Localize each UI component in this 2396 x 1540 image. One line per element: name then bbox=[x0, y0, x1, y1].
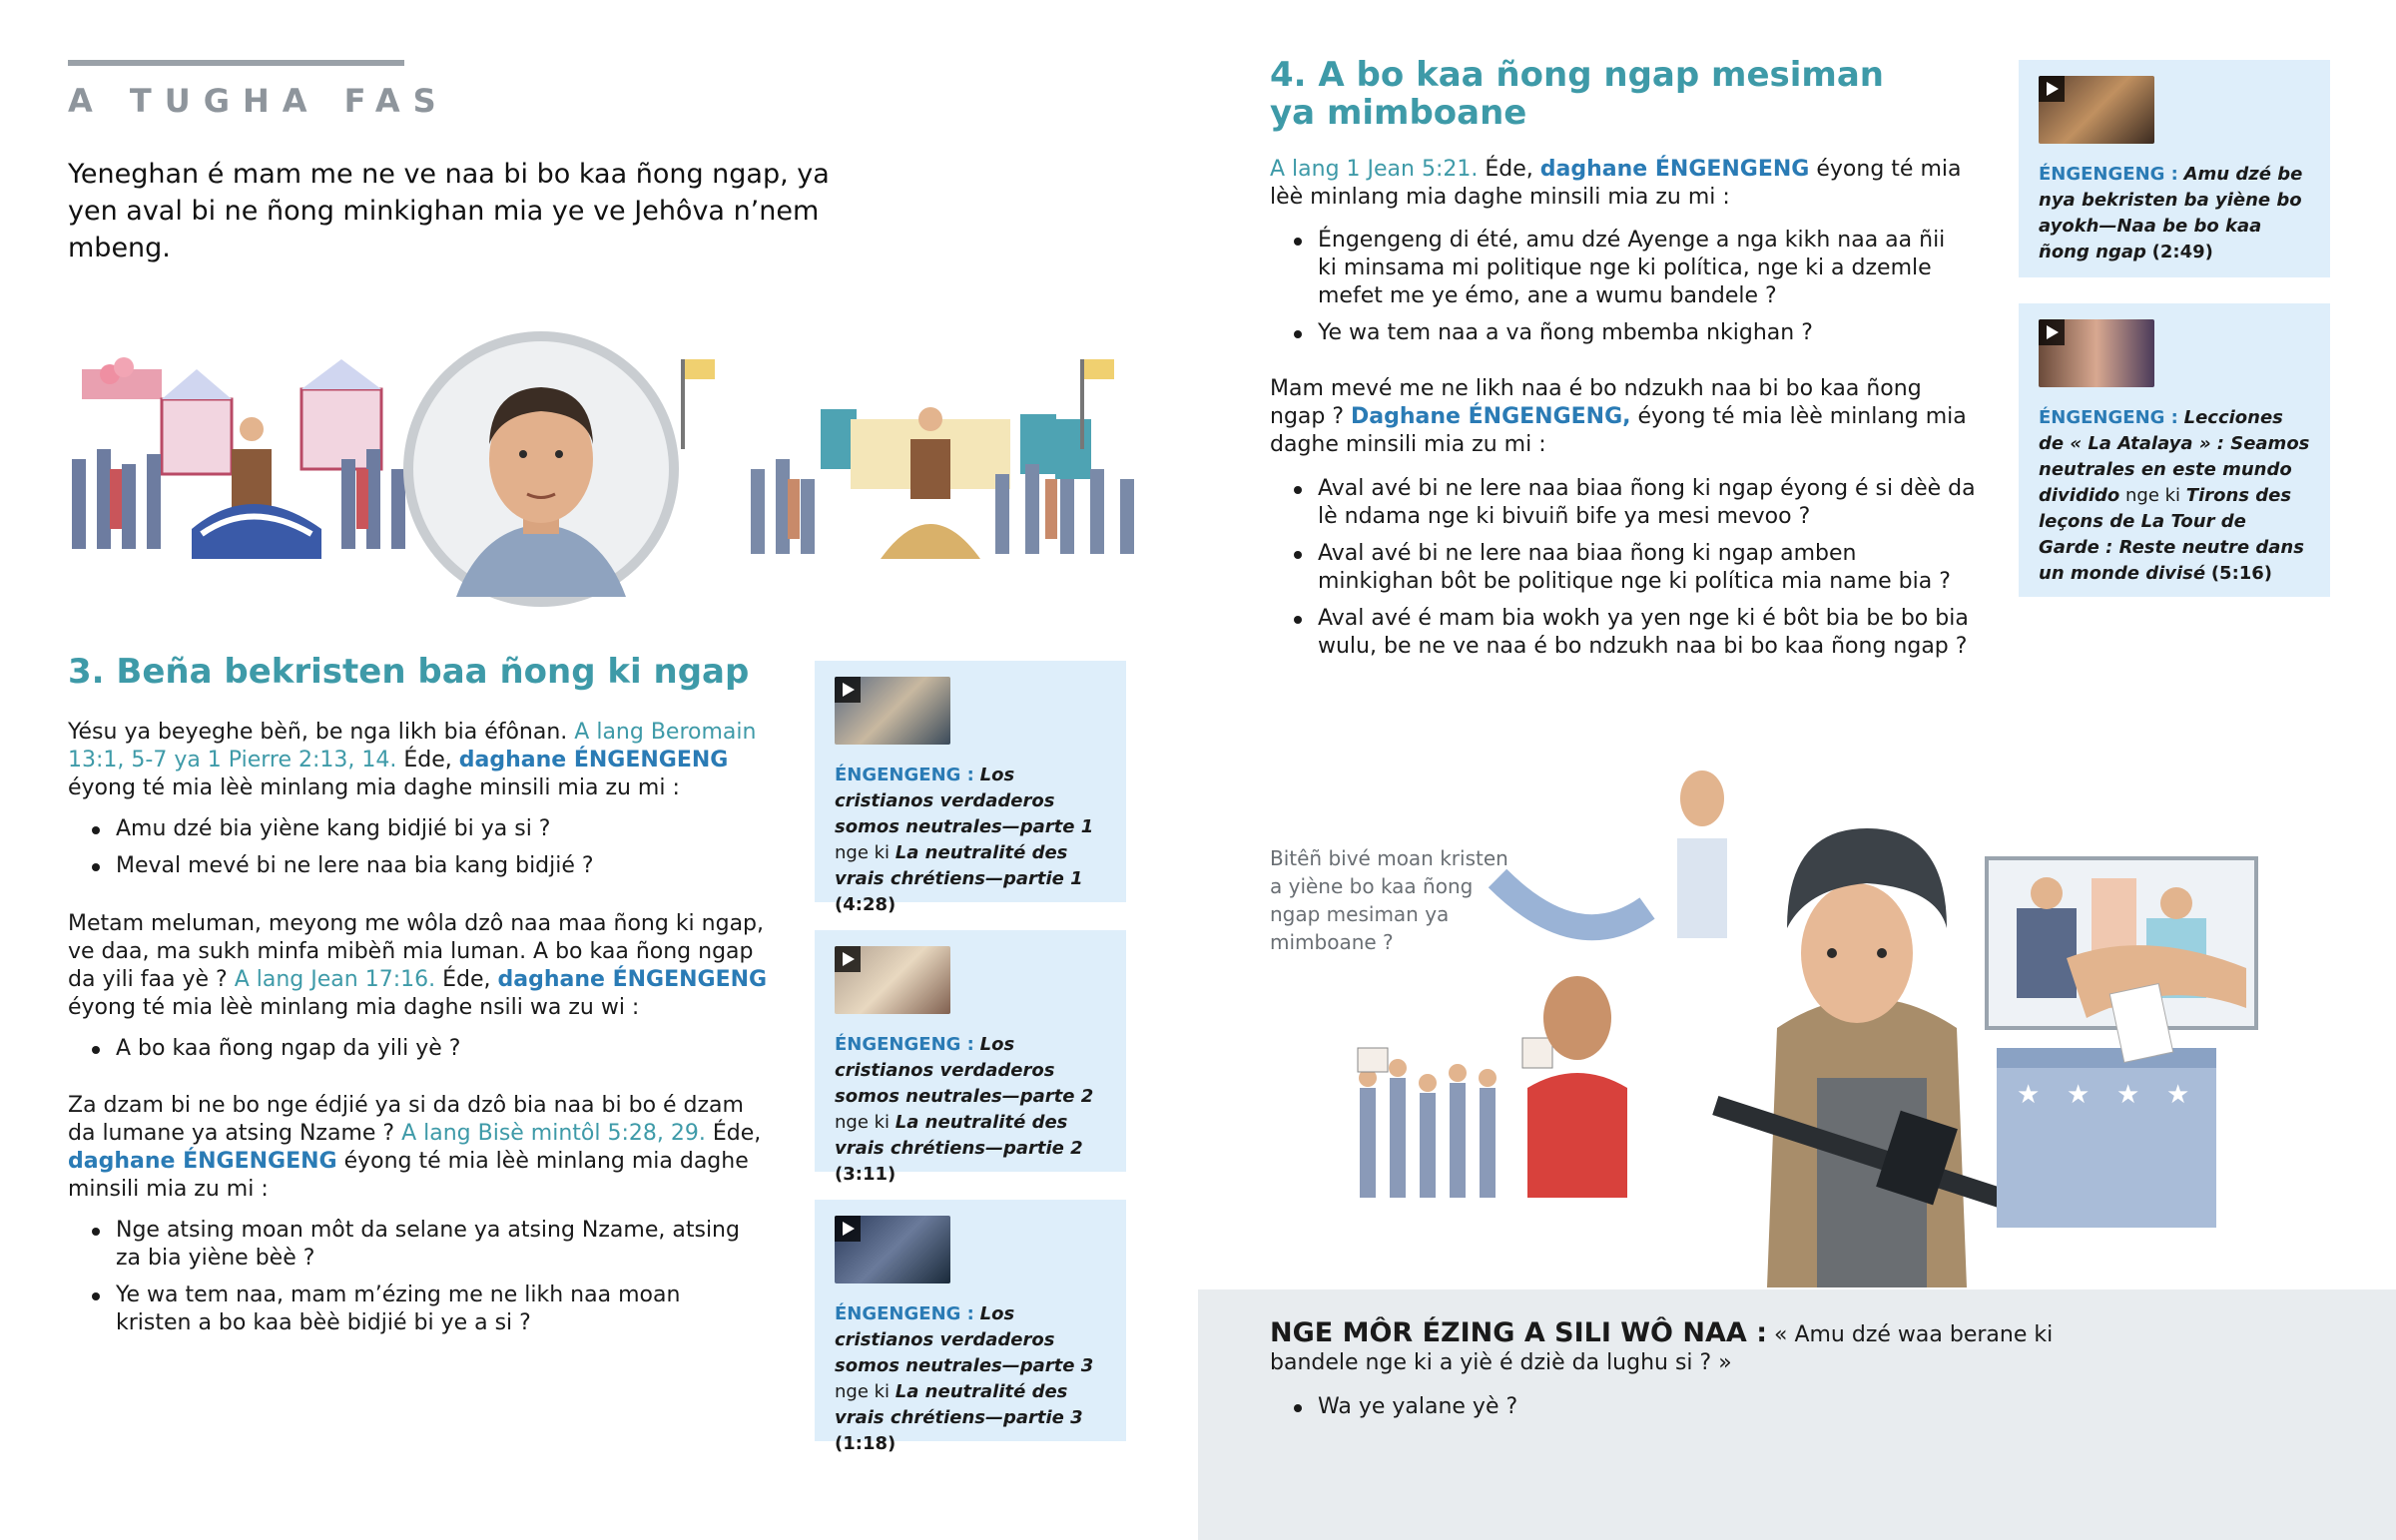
rally-crowd-icon bbox=[62, 329, 1150, 609]
scripture-ref[interactable]: A lang Beromain 13:1, 5-7 ya 1 Pierre 2:13, 14. bbox=[68, 720, 757, 772]
list-item: Éngengeng di été, amu dzé Ayenge a nga kikh naa aa ñii ki minsama mi politique nge ki política, nge ki a dzemle mefet me ye émo, ane a wumu bandele ? bbox=[1270, 227, 1949, 310]
section-3-paragraph-1: Yésu ya beyeghe bèñ, be nga likh bia éfônan. A lang Beromain 13:1, 5-7 ya 1 Pierre 2:13, 14. Éde, daghane ÉNGENGENG éyong té mia lèè minlang mia daghe minsili mia zu mi : bbox=[68, 720, 757, 800]
video-box-2[interactable] bbox=[815, 930, 1126, 1185]
video-link[interactable]: daghane ÉNGENGENG bbox=[1539, 157, 1810, 182]
video-box-5[interactable] bbox=[2019, 303, 2330, 597]
video-link[interactable]: daghane ÉNGENGENG bbox=[458, 748, 729, 772]
play-icon[interactable] bbox=[835, 1216, 861, 1242]
list-item: Aval avé bi ne lere naa biaa ñong ki ngap amben minkighan bôt be politique nge ki política mia name bia ? bbox=[1270, 540, 1979, 596]
video-caption: ÉNGENGENG : Los cristianos verdaderos somos neutrales—parte 1 nge ki La neutralité des vrais chrétiens—partie 1 (4:28) bbox=[835, 765, 1094, 915]
video-caption: ÉNGENGENG : Los cristianos verdaderos somos neutrales—parte 2 nge ki La neutralité des vrais chrétiens—partie 2 (3:11) bbox=[835, 1034, 1094, 1185]
person-portrait-icon bbox=[403, 331, 679, 607]
video-link[interactable]: Daghane ÉNGENGENG, bbox=[1351, 404, 1631, 429]
video-thumbnail[interactable] bbox=[2039, 319, 2154, 387]
svg-text:★: ★ bbox=[2067, 1080, 2091, 1110]
section-3-paragraph-3: Za dzam bi ne bo nge édjié ya si da dzô bia naa bi bo é dzam da lumane ya atsing Nzame ? A lang Bisè mintôl 5:28, 29. Éde, daghane ÉNGENGENG éyong té mia lèè minlang mia daghe minsili mia zu mi : bbox=[68, 1093, 762, 1202]
intro-text: Yeneghan é mam me ne ve naa bi bo kaa ñong ngap, ya yen aval bi ne ñong minkighan mia ye ve Jehôva n’nem mbeng. bbox=[68, 159, 830, 263]
section-3-questions-2 bbox=[68, 1035, 777, 1072]
section-3-questions-3 bbox=[68, 1217, 747, 1346]
video-link[interactable]: daghane ÉNGENGENG bbox=[68, 1149, 337, 1174]
list-item: Aval avé é mam bia wokh ya yen nge ki é bôt bia be bo bia wulu, be ne ve naa é bo ndzukh naa bi bo kaa ñong ngap ? bbox=[1270, 605, 1979, 661]
section-4-paragraph-1: A lang 1 Jean 5:21. Éde, daghane ÉNGENGENG éyong té mia lèè minlang mia daghe minsili mia zu mi : bbox=[1270, 157, 1962, 210]
play-icon[interactable] bbox=[2039, 76, 2065, 102]
video-caption: ÉNGENGENG : Los cristianos verdaderos somos neutrales—parte 3 nge ki La neutralité des vrais chrétiens—partie 3 (1:18) bbox=[835, 1303, 1094, 1454]
list-item: Ye wa tem naa a va ñong mbemba nkighan ? bbox=[1270, 319, 1949, 347]
video-box-1[interactable] bbox=[815, 661, 1126, 915]
list-item: Meval mevé bi ne lere naa bia kang bidjié ? bbox=[68, 852, 777, 880]
rally-illustration bbox=[62, 329, 1150, 609]
reflection-footer bbox=[1198, 1289, 2396, 1540]
video-thumbnail[interactable] bbox=[2039, 76, 2154, 144]
list-item: Amu dzé bia yiène kang bidjié bi ya si ? bbox=[68, 815, 777, 843]
list-item: A bo kaa ñong ngap da yili yè ? bbox=[68, 1035, 777, 1063]
video-box-3[interactable] bbox=[815, 1200, 1126, 1454]
scripture-ref[interactable]: A lang Jean 17:16. bbox=[234, 967, 436, 992]
video-caption: ÉNGENGENG : Amu dzé be nya bekristen ba yiène bo ayokh—Naa be bo kaa ñong ngap (2:49) bbox=[2039, 164, 2303, 262]
video-thumbnail[interactable] bbox=[835, 677, 950, 745]
footer-question: NGE MÔR ÉZING A SILI WÔ NAA : « Amu dzé waa berane ki bandele nge ki a yiè é dziè da lughu si ? » bbox=[1270, 1317, 2054, 1375]
play-icon[interactable] bbox=[835, 677, 861, 703]
video-box-4[interactable] bbox=[2019, 60, 2330, 277]
list-item: Aval avé bi ne lere naa biaa ñong ki ngap éyong é si dèè da lè ndama nge ki bivuiñ bife ya mesi mevoo ? bbox=[1270, 475, 1979, 531]
neutrality-illustration bbox=[1348, 759, 2306, 1287]
footer-questions bbox=[1270, 1393, 1969, 1430]
section-4-questions-2 bbox=[1270, 475, 1979, 670]
section-3-paragraph-2: Metam meluman, meyong me wôla dzô naa maa ñong ki ngap, ve daa, ma sukh minfa mibèñ mia luman. A bo kaa ñong ngap da yili faa yè ? A lang Jean 17:16. Éde, daghane ÉNGENGENG éyong té mia lèè minlang mia daghe nsili wa zu wi : bbox=[68, 911, 768, 1020]
play-icon[interactable] bbox=[2039, 319, 2065, 345]
footer-heading: NGE MÔR ÉZING A SILI WÔ NAA : bbox=[1270, 1317, 1767, 1348]
list-item: Nge atsing moan môt da selane ya atsing Nzame, atsing za bia yiène bèè ? bbox=[68, 1217, 747, 1273]
svg-text:★: ★ bbox=[2166, 1080, 2190, 1110]
section-label: A TUGHA FAS bbox=[68, 82, 449, 120]
play-icon[interactable] bbox=[835, 946, 861, 972]
soldier-illustration-icon bbox=[1348, 759, 2306, 1287]
section-4-questions-1 bbox=[1270, 227, 1949, 356]
section-4-paragraph-2: Mam mevé me ne likh naa é bo ndzukh naa bi bo kaa ñong ngap ? Daghane ÉNGENGENG, éyong té mia lèè minlang mia daghe minsili mia zu mi : bbox=[1270, 376, 1967, 457]
video-thumbnail[interactable] bbox=[835, 1216, 950, 1283]
section-3-title: 3. Beña bekristen baa ñong ki ngap bbox=[68, 652, 750, 692]
video-thumbnail[interactable] bbox=[835, 946, 950, 1014]
header-rule bbox=[68, 60, 404, 66]
list-item: Wa ye yalane yè ? bbox=[1270, 1393, 1969, 1421]
section-3-questions-1 bbox=[68, 815, 777, 889]
list-item: Ye wa tem naa, mam m’ézing me ne likh naa moan kristen a bo kaa bèè bidjié bi ye a si ? bbox=[68, 1282, 747, 1337]
illustration-caption: Bitêñ bivé moan kristen a yiène bo kaa ñong ngap mesiman ya mimboane ? bbox=[1270, 846, 1508, 954]
svg-text:★: ★ bbox=[2017, 1080, 2041, 1110]
video-caption: ÉNGENGENG : Lecciones de « La Atalaya » : Seamos neutrales en este mundo dividido nge ki Tirons des leçons de La Tour de Garde : Reste neutre dans un monde divisé (5:16) bbox=[2039, 407, 2310, 584]
section-4-title: 4. A bo kaa ñong ngap mesiman ya mimboane bbox=[1270, 55, 1884, 133]
svg-text:★: ★ bbox=[2116, 1080, 2140, 1110]
video-link[interactable]: daghane ÉNGENGENG bbox=[497, 967, 768, 992]
scripture-ref[interactable]: A lang Bisè mintôl 5:28, 29. bbox=[401, 1121, 706, 1146]
scripture-ref[interactable]: A lang 1 Jean 5:21. bbox=[1270, 157, 1479, 182]
